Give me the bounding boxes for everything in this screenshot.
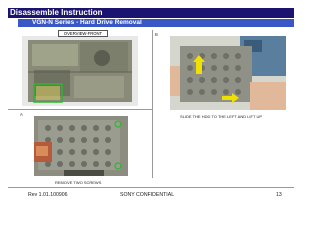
step-b-caption: SLIDE THE HDD TO THE LEFT AND LIFT UP [180, 114, 263, 119]
step-b-number: B [155, 32, 158, 37]
footer-confidential: SONY CONFIDENTIAL [120, 192, 175, 198]
panel-divider-vertical [152, 30, 153, 178]
panel-divider-horizontal [8, 109, 152, 110]
step-a-number: A [20, 112, 23, 117]
overview-label: OVERVIEW-FRONT [58, 30, 108, 37]
step-b-photo [170, 36, 286, 110]
footer-rule [8, 187, 294, 188]
page-subtitle: VGN-N Series - Hard Drive Removal [18, 19, 294, 27]
overview-photo [22, 36, 138, 106]
page-title: Disassemble Instruction [8, 8, 294, 18]
step-a-caption: REMOVE TWO SCREWS [55, 180, 102, 185]
step-a-photo [34, 116, 128, 176]
footer-page-number: 13 [276, 192, 282, 198]
footer-revision: Rev 1.01.100906 [28, 192, 68, 198]
